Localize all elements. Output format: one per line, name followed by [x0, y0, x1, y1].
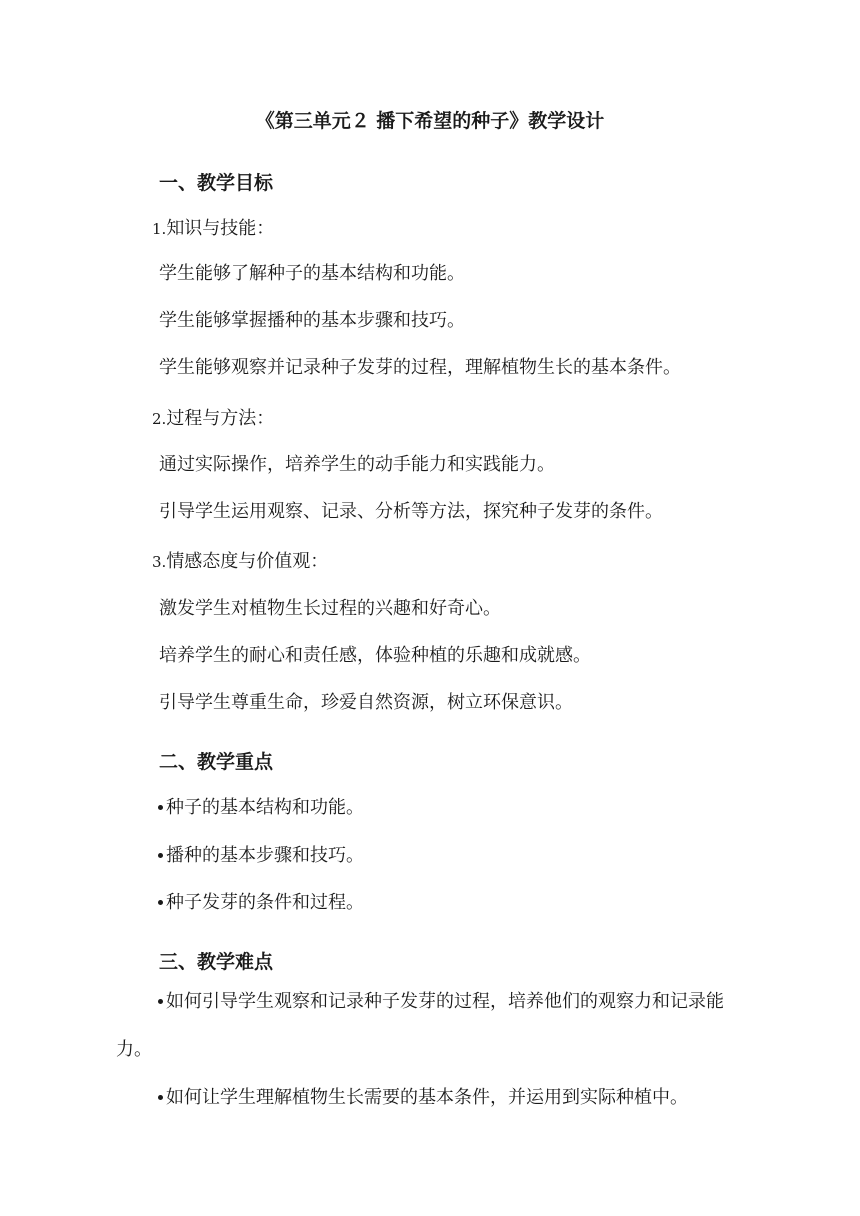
- bullet-icon: [158, 805, 163, 810]
- subheading-label: 情感态度与价值观：: [166, 551, 329, 572]
- objective-line: 引导学生尊重生命，珍爱自然资源，树立环保意识。: [159, 692, 573, 713]
- section-heading-teaching-focus: 二、教学重点: [159, 751, 274, 773]
- list-item: [116, 1074, 746, 1122]
- subheading-emotion-values: [152, 547, 328, 573]
- subheading-label: 过程与方法：: [166, 408, 275, 429]
- subheading-number: 2.: [152, 410, 167, 428]
- objective-line: 学生能够观察并记录种子发芽的过程，理解植物生长的基本条件。: [159, 357, 681, 378]
- subheading-process-methods: [152, 404, 274, 430]
- objective-line: 学生能够掌握播种的基本步骤和技巧。: [159, 310, 465, 331]
- objective-line: 培养学生的耐心和责任感，体验种植的乐趣和成就感。: [159, 645, 591, 666]
- bullet-icon: [158, 999, 163, 1004]
- subheading-knowledge-skills: [152, 214, 274, 240]
- document-title: 《第三单元２ 播下希望的种子》教学设计: [255, 110, 605, 132]
- section-heading-teaching-objectives: 一、教学目标: [159, 172, 274, 194]
- list-item: [116, 978, 746, 1074]
- bullet-icon: [158, 900, 163, 905]
- subheading-number: 1.: [152, 220, 167, 238]
- list-item-text: 如何让学生理解植物生长需要的基本条件，并运用到实际种植中。: [166, 1087, 688, 1108]
- list-item: [158, 793, 364, 819]
- bullet-icon: [158, 853, 163, 858]
- subheading-number: 3.: [152, 553, 167, 571]
- bullet-icon: [158, 1095, 163, 1100]
- objective-line: 激发学生对植物生长过程的兴趣和好奇心。: [159, 598, 501, 619]
- objective-line: 引导学生运用观察、记录、分析等方法，探究种子发芽的条件。: [159, 501, 663, 522]
- list-item-text: 种子的基本结构和功能。: [166, 797, 364, 818]
- subheading-label: 知识与技能：: [166, 218, 275, 239]
- list-item-text: 如何引导学生观察和记录种子发芽的过程，培养他们的观察力和记录能力。: [116, 991, 724, 1060]
- objective-line: 学生能够了解种子的基本结构和功能。: [159, 263, 465, 284]
- list-item-text: 种子发芽的条件和过程。: [166, 892, 364, 913]
- list-item: [158, 841, 364, 867]
- list-item: [158, 888, 364, 914]
- objective-line: 通过实际操作，培养学生的动手能力和实践能力。: [159, 454, 555, 475]
- section-heading-teaching-difficulties: 三、教学难点: [159, 951, 274, 973]
- list-item-text: 播种的基本步骤和技巧。: [166, 845, 364, 866]
